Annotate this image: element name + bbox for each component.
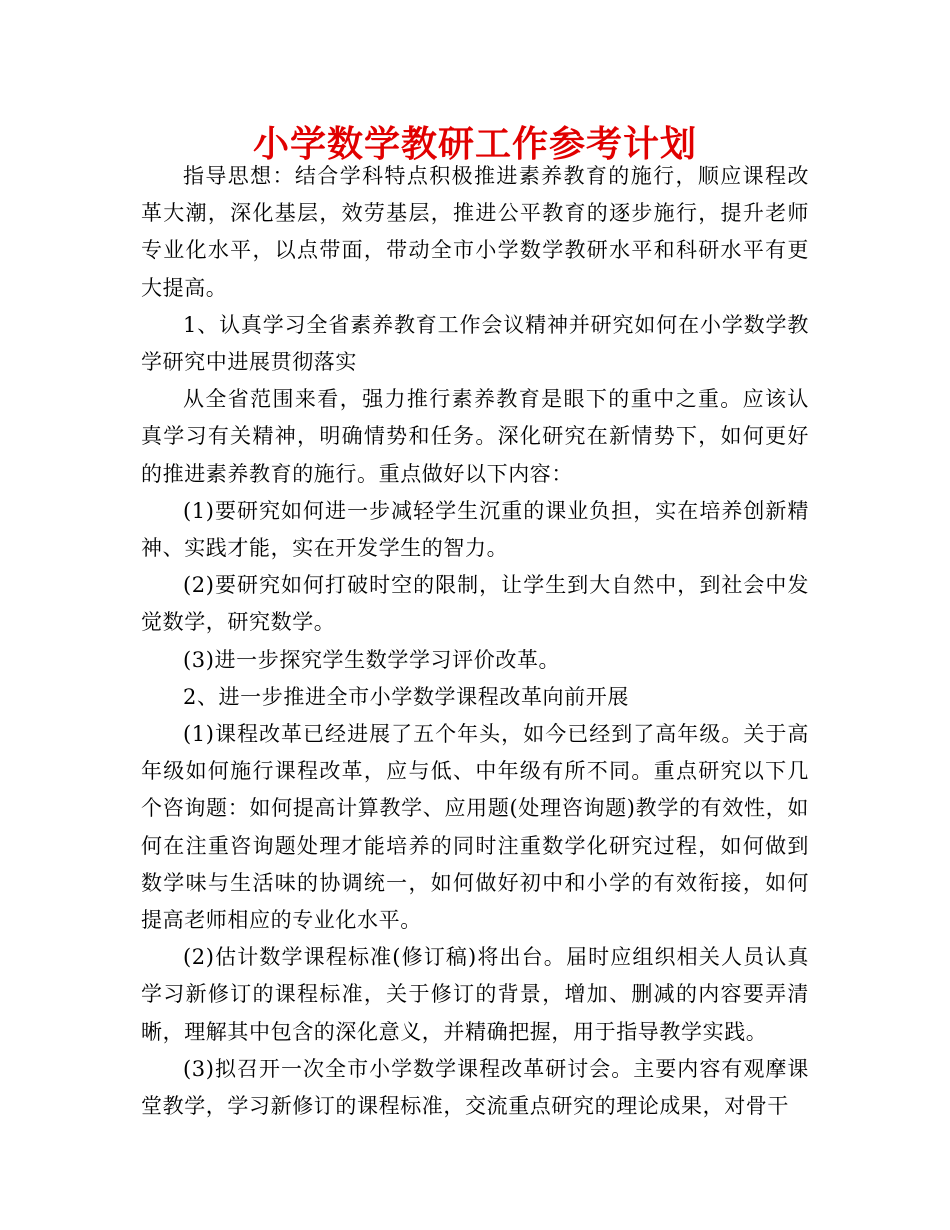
paragraph-item-2-1: (1)课程改革已经进展了五个年头，如今已经到了高年级。关于高年级如何施行课程改革，应与低、中年级有所不同。重点研究以下几个咨询题：如何提高计算教学、应用题(处理咨询题)教学的有效性，如何在注重咨询题处理才能培养的同时注重数学化研究过程，如何做到数学味与生活味的协调统一，如何做好初中和小学的有效衔接，如何提高老师相应的专业化水平。: [141, 722, 809, 933]
paragraph-item-1-2: (2)要研究如何打破时空的限制，让学生到大自然中，到社会中发觉数学，研究数学。: [141, 573, 809, 635]
paragraph-item-1-3: (3)进一步探究学生数学学习评价改革。: [183, 647, 561, 672]
paragraph-section-2-heading: 2、进一步推进全市小学数学课程改革向前开展: [183, 684, 629, 709]
document-body: [141, 158, 809, 1125]
paragraph-item-2-2: (2)估计数学课程标准(修订稿)将出台。届时应组织相关人员认真学习新修订的课程标准，关于修订的背景，增加、删减的内容要弄清晰，理解其中包含的深化意义，并精确把握，用于指导教学实践。: [141, 945, 809, 1044]
document-title: 小学数学教研工作参考计划: [252, 124, 697, 165]
paragraph-item-1-1: (1)要研究如何进一步减轻学生沉重的课业负担，实在培养创新精神、实践才能，实在开发学生的智力。: [141, 498, 809, 561]
paragraph-section-1-intro: 从全省范围来看，强力推行素养教育是眼下的重中之重。应该认真学习有关精神，明确情势和任务。深化研究在新情势下，如何更好的推进素养教育的施行。重点做好以下内容：: [141, 387, 809, 486]
paragraph-guiding-thought: 指导思想：结合学科特点积极推进素养教育的施行，顺应课程改革大潮，深化基层，效劳基层，推进公平教育的逐步施行，提升老师专业化水平，以点带面，带动全市小学数学教研水平和科研水平有更大提高。: [141, 164, 809, 300]
paragraph-item-2-3: (3)拟召开一次全市小学数学课程改革研讨会。主要内容有观摩课堂教学，学习新修订的课程标准，交流重点研究的理论成果，对骨干: [141, 1056, 809, 1119]
paragraph-section-1-heading: 1、认真学习全省素养教育工作会议精神并研究如何在小学数学教学研究中进展贯彻落实: [141, 312, 809, 375]
